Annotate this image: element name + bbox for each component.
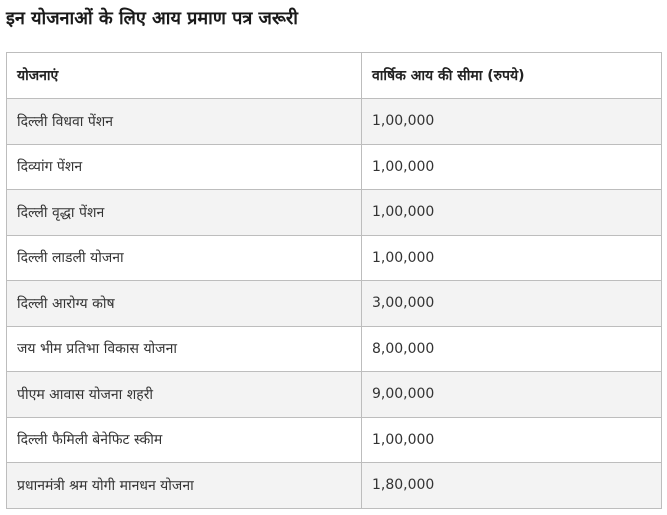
table-row	[7, 235, 662, 281]
income-limit-cell: 1,00,000	[362, 144, 662, 190]
scheme-name-cell: पीएम आवास योजना शहरी	[7, 372, 362, 418]
income-limit-table	[6, 52, 662, 509]
table-row	[7, 99, 662, 145]
table-row	[7, 463, 662, 509]
income-limit-cell: 1,00,000	[362, 417, 662, 463]
scheme-name-cell: दिल्ली फैमिली बेनेफिट स्कीम	[7, 417, 362, 463]
table-row	[7, 190, 662, 236]
table-row	[7, 144, 662, 190]
table-header-row	[7, 53, 662, 99]
income-limit-cell: 3,00,000	[362, 281, 662, 327]
scheme-name-cell: दिल्ली लाडली योजना	[7, 235, 362, 281]
income-limit-cell: 9,00,000	[362, 372, 662, 418]
income-limit-cell: 1,00,000	[362, 235, 662, 281]
page-title: इन योजनाओं के लिए आय प्रमाण पत्र जरूरी	[6, 8, 298, 29]
table-row	[7, 281, 662, 327]
income-limit-cell: 8,00,000	[362, 326, 662, 372]
scheme-name-cell: दिव्यांग पेंशन	[7, 144, 362, 190]
scheme-name-cell: जय भीम प्रतिभा विकास योजना	[7, 326, 362, 372]
scheme-name-cell: दिल्ली विधवा पेंशन	[7, 99, 362, 145]
table-row	[7, 372, 662, 418]
table-row	[7, 417, 662, 463]
income-limit-cell: 1,00,000	[362, 190, 662, 236]
income-limit-cell: 1,80,000	[362, 463, 662, 509]
column-header-scheme: योजनाएं	[7, 53, 362, 99]
table-row	[7, 326, 662, 372]
scheme-name-cell: प्रधानमंत्री श्रम योगी मानधन योजना	[7, 463, 362, 509]
column-header-income-limit: वार्षिक आय की सीमा (रुपये)	[362, 53, 662, 99]
scheme-name-cell: दिल्ली आरोग्य कोष	[7, 281, 362, 327]
scheme-name-cell: दिल्ली वृद्धा पेंशन	[7, 190, 362, 236]
income-limit-cell: 1,00,000	[362, 99, 662, 145]
